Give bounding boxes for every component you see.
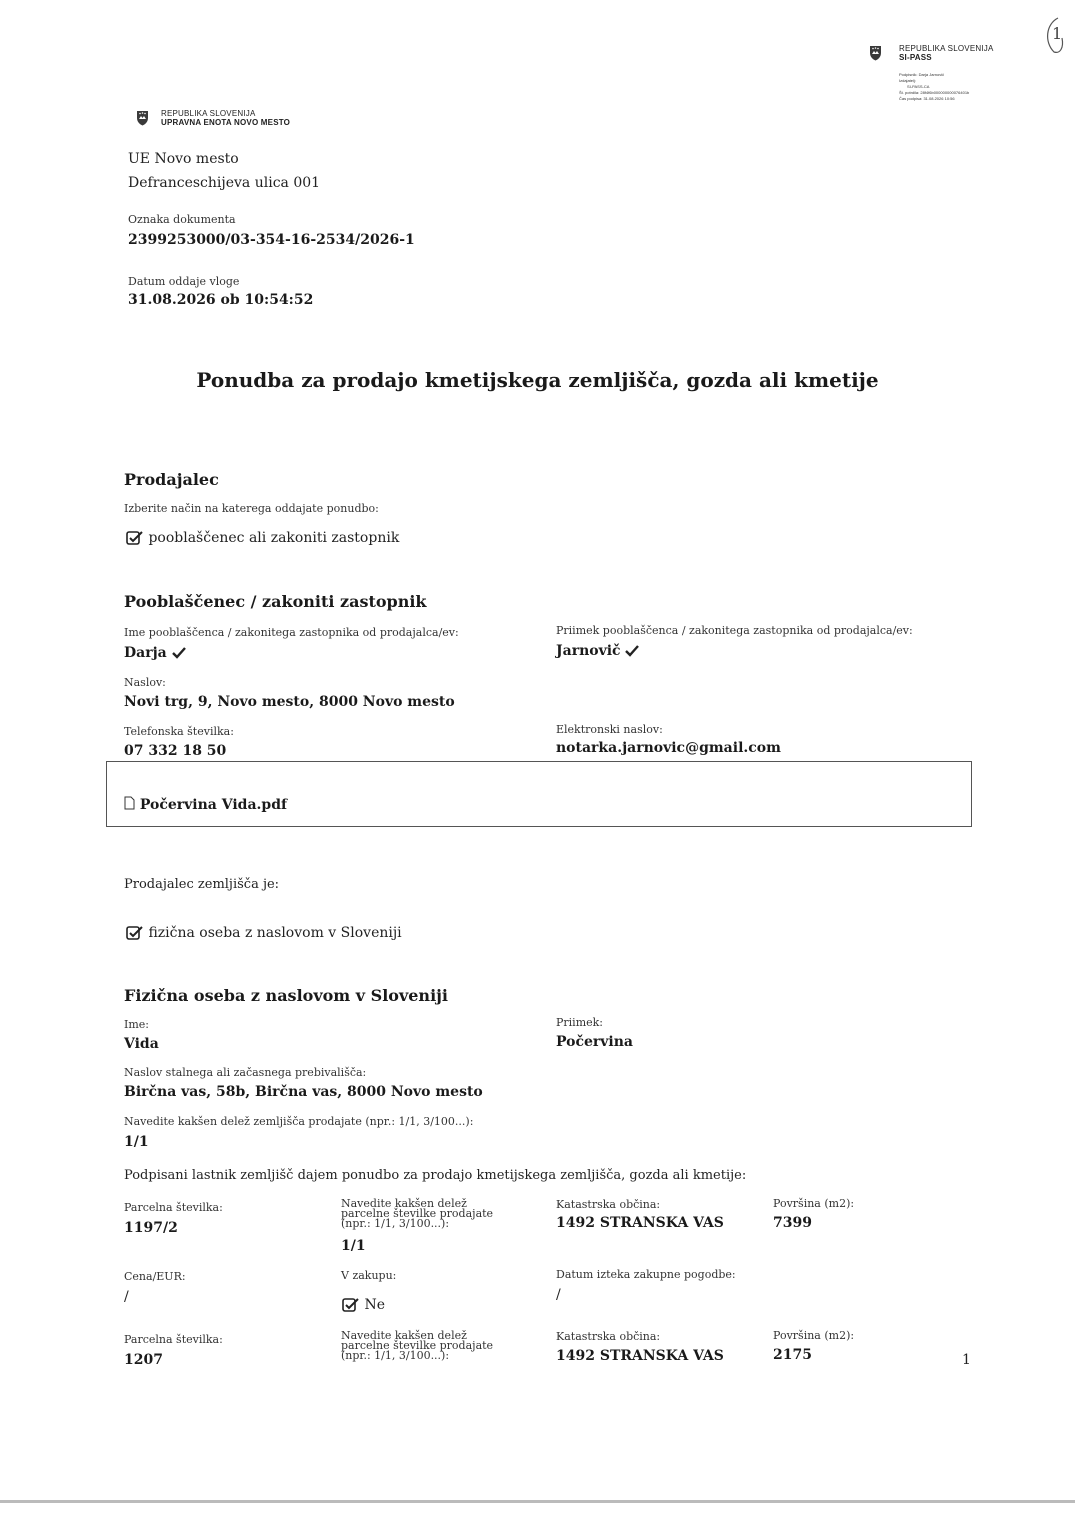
email-label: Elektronski naslov: [556, 723, 663, 736]
sig-line: Št. potrdila: 28f4f6b000000000076401b [899, 90, 970, 95]
recipient-street: Defranceschijeva ulica 001 [128, 175, 321, 191]
pooblascenec-heading: Pooblaščenec / zakoniti zastopnik [124, 592, 427, 611]
cadastral-value: 1492 STRANSKA VAS [556, 1348, 724, 1364]
checkmark-icon [172, 647, 186, 659]
sig-line: Čas podpisa: 31.08.2026 10:56 [899, 96, 955, 101]
parcel-number-label: Parcelna številka: [124, 1201, 223, 1214]
coat-of-arms-icon [869, 45, 882, 61]
fizicna-heading: Fizična oseba z naslovom v Sloveniji [124, 986, 449, 1005]
recipient-name: UE Novo mesto [128, 151, 239, 167]
attachment-link[interactable] [124, 796, 287, 813]
telefon-value: 07 332 18 50 [124, 743, 227, 759]
parcel-number-label: Parcelna številka: [124, 1333, 223, 1346]
agency-header [161, 109, 290, 127]
lease-label: V zakupu: [341, 1269, 397, 1282]
method-value: pooblaščenec ali zakoniti zastopnik [148, 530, 400, 546]
parcel-share-label: Navedite kakšen delež parcelne številke prodajate (npr.: 1/1, 3/100...): [341, 1197, 494, 1230]
agency-name: UPRAVNA ENOTA NOVO MESTO [161, 118, 291, 127]
fizicna-priimek-value: Počervina [556, 1034, 633, 1050]
parcel-number-value: 1207 [124, 1352, 163, 1368]
pooblascenec-priimek-label: Priimek pooblaščenca / zakonitega zastopnika od prodajalca/ev: [556, 624, 913, 637]
cadastral-label: Katastrska občina: [556, 1330, 661, 1343]
email-value: notarka.jarnovic@gmail.com [556, 740, 781, 756]
offer-statement: Podpisani lastnik zemljišč dajem ponudbo za prodajo kmetijskega zemljišča, gozda ali kmetije: [124, 1168, 747, 1183]
checkbox-checked-icon [126, 530, 144, 546]
pooblascenec-priimek-value: Jarnovič [556, 643, 639, 659]
oznaka-value: 2399253000/03-354-16-2534/2026-1 [128, 232, 415, 248]
seller-type-option [126, 925, 402, 941]
price-label: Cena/EUR: [124, 1270, 186, 1283]
seller-type-label: Prodajalec zemljišča je: [124, 877, 280, 892]
agency-republika: REPUBLIKA SLOVENIJA [161, 109, 256, 118]
lease-option [342, 1297, 385, 1313]
pooblascenec-ime-label: Ime pooblaščenca / zakonitega zastopnika od prodajalca/ev: [124, 626, 459, 639]
sig-line: SI-PASS-CA [907, 84, 930, 89]
fizicna-naslov-label: Naslov stalnega ali začasnega prebivališča: [124, 1066, 367, 1079]
handwritten-page-mark: 1 [1040, 14, 1066, 56]
cadastral-value: 1492 STRANSKA VAS [556, 1215, 724, 1231]
sipass-republika: REPUBLIKA SLOVENIJA [899, 44, 994, 53]
signature-details [899, 72, 969, 102]
area-label: Površina (m2): [773, 1329, 855, 1342]
area-value: 2175 [773, 1347, 812, 1363]
lease-end-value: / [556, 1287, 561, 1303]
fizicna-priimek-label: Priimek: [556, 1016, 604, 1029]
parcel-share-label: Navedite kakšen delež parcelne številke prodajate (npr.: 1/1, 3/100...): [341, 1329, 494, 1362]
scan-edge [0, 1500, 1075, 1503]
lease-value: Ne [364, 1297, 385, 1313]
checkbox-checked-icon [342, 1297, 360, 1313]
fizicna-ime-value: Vida [124, 1036, 159, 1052]
pooblascenec-naslov-label: Naslov: [124, 676, 166, 689]
pooblascenec-ime-value: Darja [124, 645, 186, 661]
page-number: 1 [962, 1352, 971, 1368]
prodajalec-heading: Prodajalec [124, 470, 219, 489]
fizicna-naslov-value: Birčna vas, 58b, Birčna vas, 8000 Novo mesto [124, 1084, 483, 1100]
method-option [126, 530, 399, 546]
attachment-box [106, 761, 972, 827]
sig-line: Izdajatelj: [899, 78, 916, 83]
fizicna-ime-label: Ime: [124, 1018, 149, 1031]
datum-value: 31.08.2026 ob 10:54:52 [128, 292, 314, 308]
parcel-number-value: 1197/2 [124, 1220, 178, 1236]
lease-end-label: Datum izteka zakupne pogodbe: [556, 1268, 736, 1281]
sipass-name: SI-PASS [899, 53, 932, 62]
oznaka-label: Oznaka dokumenta [128, 213, 236, 226]
area-label: Površina (m2): [773, 1197, 855, 1210]
parcel-share-value: 1/1 [341, 1238, 366, 1254]
price-value: / [124, 1289, 129, 1305]
fizicna-delez-label: Navedite kakšen delež zemljišča prodajate (npr.: 1/1, 3/100...): [124, 1115, 474, 1128]
telefon-label: Telefonska številka: [124, 725, 234, 738]
area-value: 7399 [773, 1215, 812, 1231]
cadastral-label: Katastrska občina: [556, 1198, 661, 1211]
page-title: Ponudba za prodajo kmetijskega zemljišča, gozda ali kmetije [196, 368, 879, 392]
method-label: Izberite način na katerega oddajate ponudbo: [124, 502, 379, 515]
checkbox-checked-icon [126, 925, 144, 941]
coat-of-arms-icon [136, 110, 149, 126]
file-icon [124, 796, 135, 810]
fizicna-delez-value: 1/1 [124, 1134, 149, 1150]
pooblascenec-naslov-value: Novi trg, 9, Novo mesto, 8000 Novo mesto [124, 694, 455, 710]
datum-label: Datum oddaje vloge [128, 275, 240, 288]
checkmark-icon [625, 645, 639, 657]
sig-line: Podpisnik: Darja Jarnovič [899, 72, 945, 77]
sipass-header [899, 44, 994, 62]
attachment-name: Počervina Vida.pdf [139, 797, 288, 813]
seller-type-value: fizična oseba z naslovom v Sloveniji [148, 925, 402, 941]
